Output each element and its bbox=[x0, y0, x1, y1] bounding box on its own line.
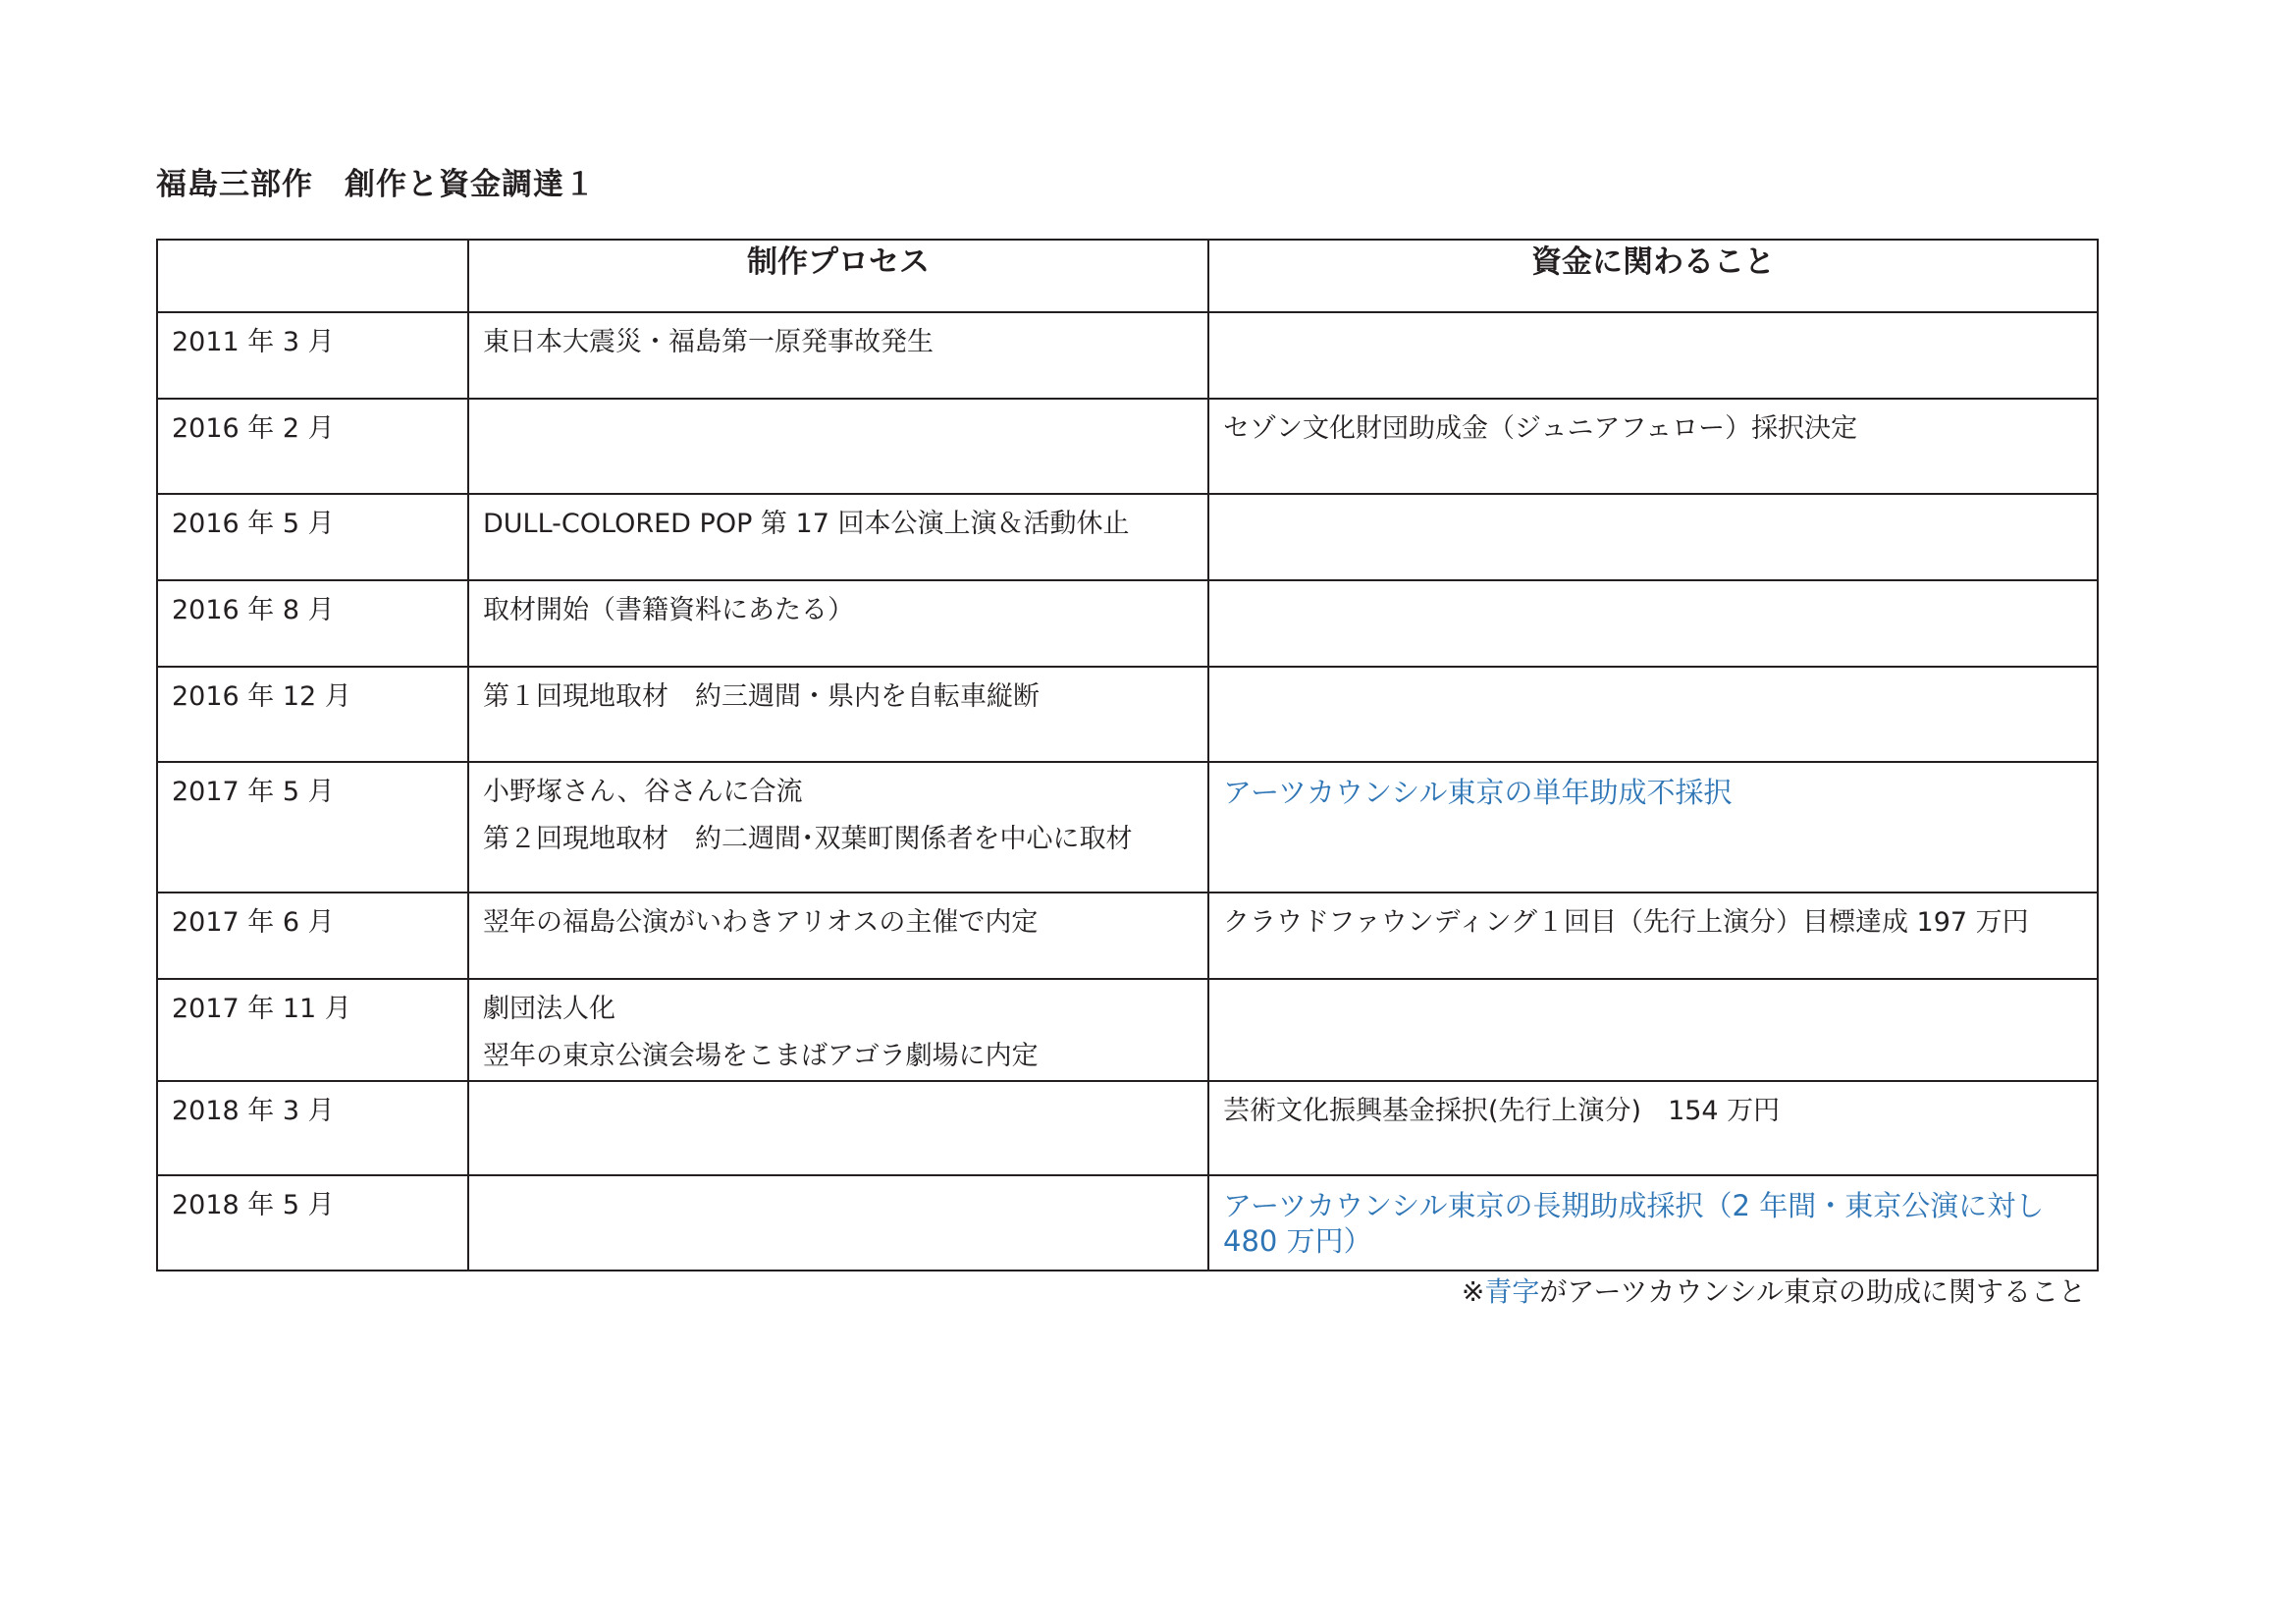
funding-line: アーツカウンシル東京の長期助成採択（2 年間・東京公演に対し 480 万円） bbox=[1223, 1189, 2045, 1258]
cell-funding bbox=[1208, 494, 2098, 580]
table-row bbox=[157, 979, 2098, 1081]
cell-process bbox=[468, 667, 1208, 762]
table-row bbox=[157, 1175, 2098, 1271]
table-row bbox=[157, 312, 2098, 399]
footnote-suffix: がアーツカウンシル東京の助成に関すること bbox=[1539, 1275, 2086, 1308]
cell-date: 2016 年 8 月 bbox=[157, 580, 468, 667]
table-row bbox=[157, 580, 2098, 667]
process-line: 劇団法人化 bbox=[483, 994, 615, 1024]
process-line: 第１回現地取材 約三週間・県内を自転車縦断 bbox=[483, 681, 1040, 712]
process-line: 取材開始（書籍資料にあたる） bbox=[483, 595, 854, 625]
cell-process bbox=[468, 1081, 1208, 1175]
footnote bbox=[1462, 1271, 2086, 1310]
table-body bbox=[157, 312, 2098, 1271]
cell-process bbox=[468, 399, 1208, 494]
cell-funding bbox=[1208, 399, 2098, 494]
cell-funding bbox=[1208, 979, 2098, 1081]
cell-funding bbox=[1208, 762, 2098, 893]
cell-process bbox=[468, 312, 1208, 399]
cell-date: 2017 年 6 月 bbox=[157, 893, 468, 979]
table-row bbox=[157, 893, 2098, 979]
funding-line: アーツカウンシル東京の単年助成不採択 bbox=[1223, 776, 1733, 809]
cell-funding bbox=[1208, 1081, 2098, 1175]
cell-process bbox=[468, 762, 1208, 893]
page-title: 福島三部作 創作と資金調達１ bbox=[156, 167, 596, 202]
cell-date: 2016 年 5 月 bbox=[157, 494, 468, 580]
cell-date: 2017 年 11 月 bbox=[157, 979, 468, 1081]
table-row bbox=[157, 399, 2098, 494]
process-line: DULL-COLORED POP 第 17 回本公演上演＆活動休止 bbox=[483, 509, 1130, 539]
cell-date: 2018 年 5 月 bbox=[157, 1175, 468, 1271]
cell-date: 2016 年 2 月 bbox=[157, 399, 468, 494]
process-line: 翌年の東京公演会場をこまばアゴラ劇場に内定 bbox=[483, 1041, 1039, 1071]
process-line: 第２回現地取材 約二週間･双葉町関係者を中心に取材 bbox=[483, 824, 1133, 854]
timeline-table bbox=[156, 239, 2099, 1271]
table-row bbox=[157, 667, 2098, 762]
cell-funding bbox=[1208, 312, 2098, 399]
funding-line: クラウドファウンディング１回目（先行上演分）目標達成 197 万円 bbox=[1223, 907, 2029, 938]
cell-process bbox=[468, 494, 1208, 580]
header-process: 制作プロセス bbox=[468, 240, 1208, 312]
cell-date: 2017 年 5 月 bbox=[157, 762, 468, 893]
process-line: 小野塚さん、谷さんに合流 bbox=[483, 777, 803, 807]
cell-funding bbox=[1208, 580, 2098, 667]
cell-date: 2011 年 3 月 bbox=[157, 312, 468, 399]
funding-line: セゾン文化財団助成金（ジュニアフェロー）採択決定 bbox=[1223, 413, 1858, 444]
cell-date: 2016 年 12 月 bbox=[157, 667, 468, 762]
cell-date: 2018 年 3 月 bbox=[157, 1081, 468, 1175]
footnote-prefix: ※ bbox=[1461, 1275, 1485, 1308]
table-header-row bbox=[157, 240, 2098, 312]
process-line: 翌年の福島公演がいわきアリオスの主催で内定 bbox=[483, 907, 1039, 938]
cell-process bbox=[468, 1175, 1208, 1271]
cell-process bbox=[468, 979, 1208, 1081]
cell-process bbox=[468, 580, 1208, 667]
footnote-blue-text: 青字 bbox=[1484, 1275, 1540, 1308]
table-row bbox=[157, 494, 2098, 580]
cell-process bbox=[468, 893, 1208, 979]
header-funding: 資金に関わること bbox=[1208, 240, 2098, 312]
header-date bbox=[157, 240, 468, 312]
process-line: 東日本大震災・福島第一原発事故発生 bbox=[483, 327, 934, 357]
cell-funding bbox=[1208, 667, 2098, 762]
cell-funding bbox=[1208, 1175, 2098, 1271]
table-row bbox=[157, 762, 2098, 893]
funding-line: 芸術文化振興基金採択(先行上演分) 154 万円 bbox=[1223, 1096, 1781, 1126]
table-row bbox=[157, 1081, 2098, 1175]
cell-funding bbox=[1208, 893, 2098, 979]
